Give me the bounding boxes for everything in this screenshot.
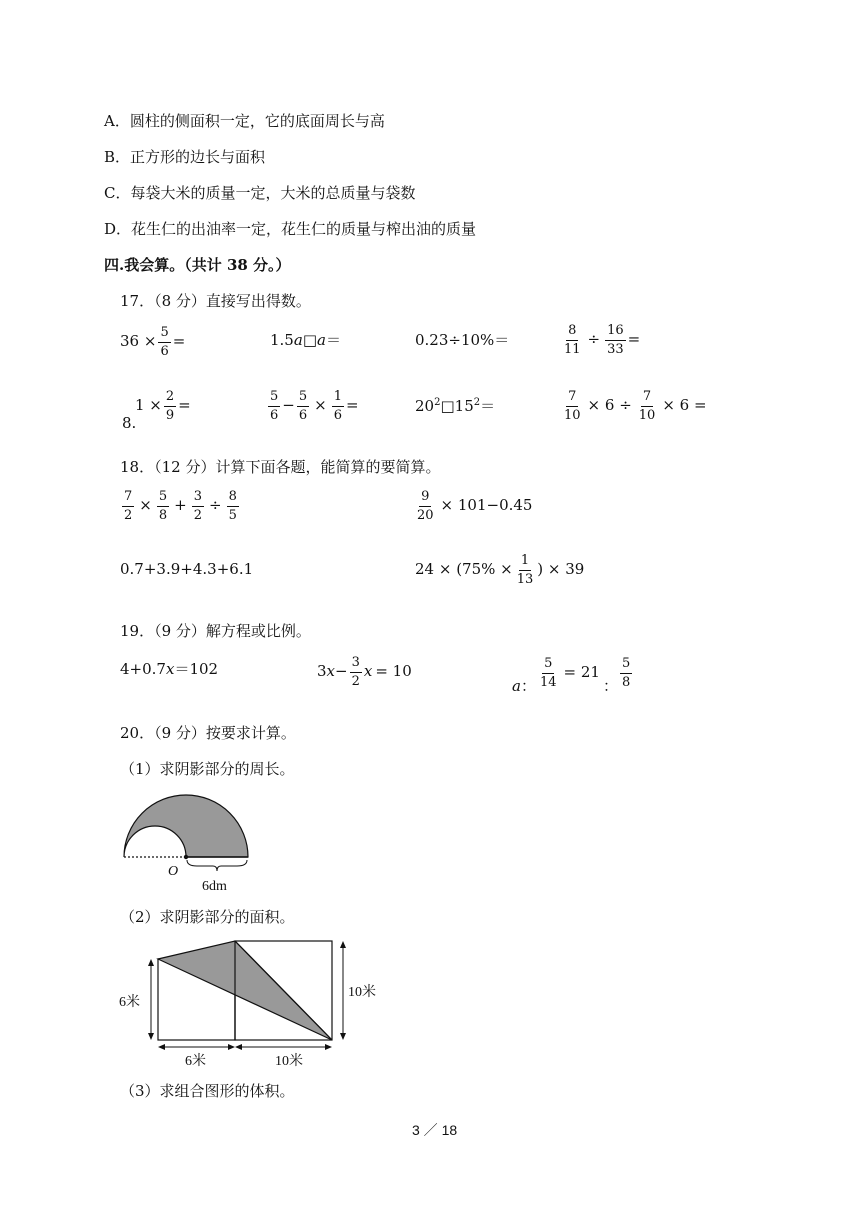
q18-expr-2: $\frac{9}{20}$ × 101−0.45 (417, 489, 533, 523)
section-heading: 四.我会算。（共计 38 分。） (104, 256, 291, 274)
arrowhead (340, 941, 346, 948)
arrowhead (325, 1044, 332, 1050)
q18-expr-1: $\frac{7}{2}$ × $\frac{5}{8}$ + $\frac{3}{2}$ ÷ $\frac{8}{5}$ (124, 489, 237, 523)
page-number: 3 ／ 18 (412, 1122, 458, 1138)
q20-part-3: （3）求组合图形的体积。 (120, 1082, 295, 1100)
q19-equation-1: 4+0.7x＝102 (120, 660, 219, 678)
option-d: D．花生仁的出油率一定，花生仁的质量与榨出油的质量 (104, 220, 477, 238)
right-height-label: 10米 (348, 985, 376, 1000)
q18-expr-4: 24 × (75% × $\frac{1}{13}$ ) × 39 (415, 553, 585, 587)
center-label: O (168, 864, 179, 879)
arrowhead (228, 1044, 235, 1050)
q18-expr-3: 0.7+3.9+4.3+6.1 (120, 560, 254, 578)
figure-semicircles (110, 780, 270, 895)
option-a: A．圆柱的侧面积一定，它的底面周长与高 (104, 112, 385, 130)
arrowhead (148, 959, 154, 966)
q20-part-2: （2）求阴影部分的面积。 (120, 908, 295, 926)
arrowhead (158, 1044, 165, 1050)
q17-item-4: $\frac{8}{11}$ ÷ $\frac{16}{33}$ = (564, 323, 641, 357)
q19-proportion: a： $\frac{5}{14}$ = 21： $\frac{5}{8}$ (512, 656, 631, 696)
q17-item-3: 0.23÷10%＝ (415, 331, 510, 349)
bottom-right-label: 10米 (275, 1054, 303, 1069)
option-c: C．每袋大米的质量一定，大米的总质量与袋数 (104, 184, 416, 202)
figure-squares (115, 932, 390, 1072)
bottom-left-label: 6米 (185, 1054, 206, 1069)
q17-item-7: $20^2□15^2=$ (415, 397, 496, 415)
q17-item-6: $\frac{5}{6}$ − $\frac{5}{6}$ × $\frac{1}{6}$ = (270, 389, 359, 423)
arrowhead (340, 1033, 346, 1040)
q18-title: 18．（12 分）计算下面各题，能简算的要简算。 (120, 458, 441, 476)
dimension-label: 6dm (202, 879, 227, 894)
shaded-triangle (158, 941, 332, 1040)
q19-equation-2: 3x− $\frac{3}{2}$ x = 10 (317, 655, 412, 689)
q20-title: 20．（9 分）按要求计算。 (120, 724, 296, 742)
option-b: B．正方形的边长与面积 (104, 148, 266, 166)
center-point (184, 855, 188, 859)
q17-item-8: $\frac{7}{10}$ × 6 ÷ $\frac{7}{10}$ × 6 = (564, 389, 707, 423)
arrowhead (148, 1033, 154, 1040)
q17-item-2: 1.5a□a＝ (270, 331, 341, 349)
shaded-region (124, 795, 248, 857)
q17-item-5-prefix: 8. (122, 414, 137, 432)
q19-title: 19．（9 分）解方程或比例。 (120, 622, 311, 640)
q17-item-5: 1 × $\frac{2}{9}$ = (135, 389, 191, 423)
q20-part-1: （1）求阴影部分的周长。 (120, 760, 295, 778)
left-height-label: 6米 (119, 995, 140, 1010)
dimension-brace (187, 860, 247, 871)
q17-item-1: 36 × $\frac{5}{6}$ = (120, 325, 186, 359)
arrowhead (235, 1044, 242, 1050)
q17-title: 17．（8 分）直接写出得数。 (120, 292, 311, 310)
